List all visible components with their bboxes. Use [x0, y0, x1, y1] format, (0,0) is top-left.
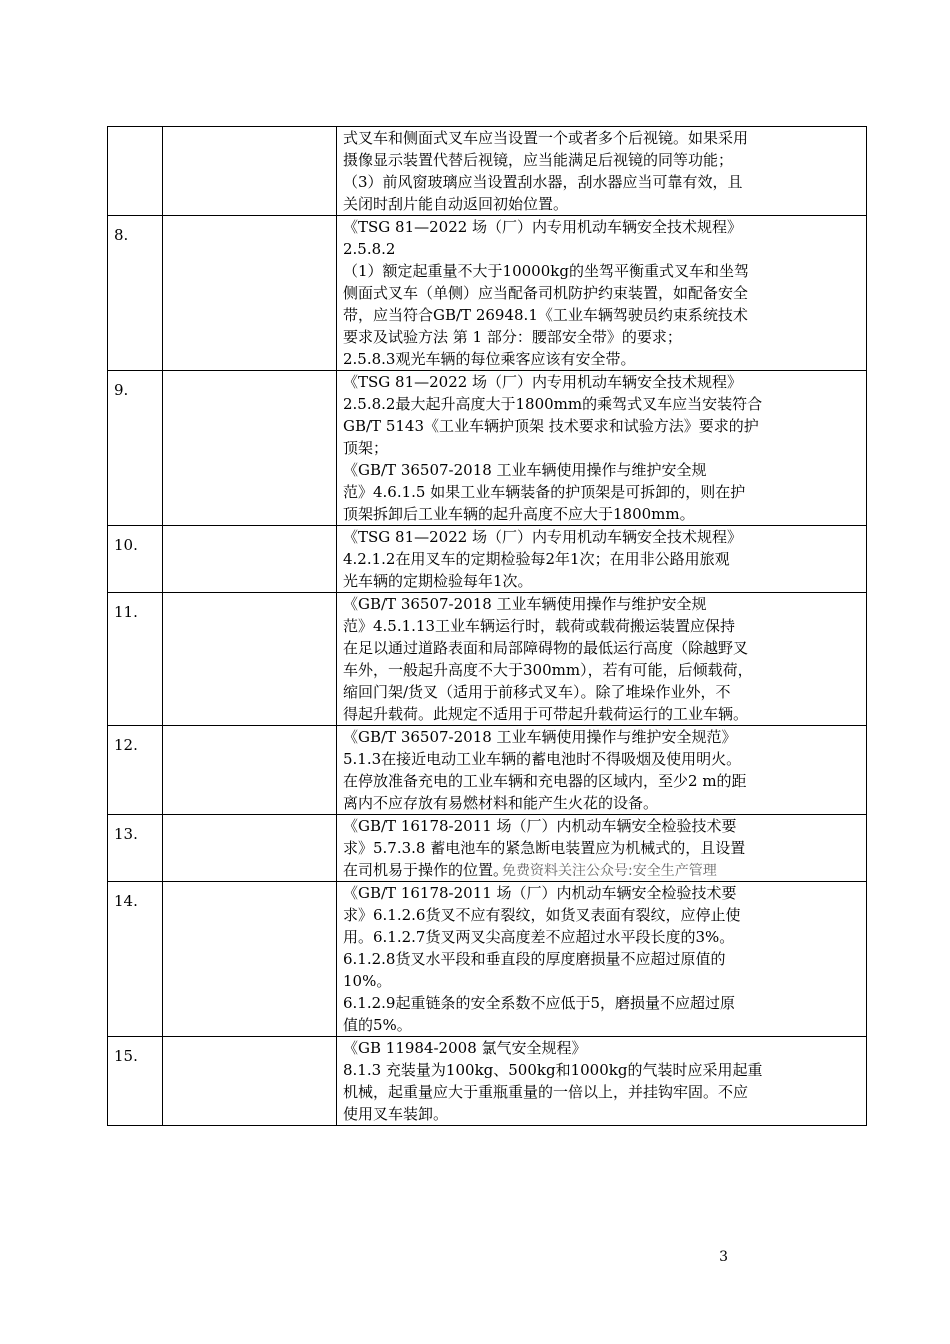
blank-cell — [163, 593, 337, 726]
content-line: （3）前风窗玻璃应当设置刮水器，刮水器应当可靠有效，且 — [343, 173, 743, 191]
table-row — [108, 216, 867, 371]
content-line: 《GB 11984-2008 氯气安全规程》 — [343, 1039, 587, 1057]
row-number: 8. — [108, 216, 163, 371]
content-line: 在司机易于操作的位置。 — [343, 861, 509, 879]
content-line: 6.1.2.8货叉水平段和垂直段的厚度磨损量不应超过原值的 — [343, 950, 726, 968]
content-line: 缩回门架/货叉（适用于前移式叉车）。除了堆垛作业外，不 — [343, 683, 731, 701]
table-row — [108, 882, 867, 1037]
content-line: 离内不应存放有易燃材料和能产生火花的设备。 — [343, 794, 659, 812]
blank-cell — [163, 216, 337, 371]
content-line: 2.5.8.2 — [343, 240, 396, 258]
content-line: 顶架拆卸后工业车辆的起升高度不应大于1800mm。 — [343, 505, 695, 523]
content-line: 式叉车和侧面式叉车应当设置一个或者多个后视镜。如果采用 — [343, 129, 749, 147]
regulation-content — [337, 593, 867, 726]
page-number: 3 — [719, 1249, 728, 1265]
row-number: 10. — [108, 526, 163, 593]
blank-cell — [163, 127, 337, 216]
content-line: 求》6.1.2.6货叉不应有裂纹，如货叉表面有裂纹，应停止使 — [343, 906, 741, 924]
regulation-table-body — [108, 127, 867, 1126]
row-number: 11. — [108, 593, 163, 726]
content-line: （1）额定起重量不大于10000kg的坐驾平衡重式叉车和坐驾 — [343, 262, 749, 280]
regulation-content — [337, 127, 867, 216]
content-line: 要求及试验方法 第 1 部分：腰部安全带》的要求； — [343, 328, 682, 346]
regulation-content — [337, 882, 867, 1037]
content-line: 范》4.6.1.5 如果工业车辆装备的护顶架是可拆卸的，则在护 — [343, 483, 746, 501]
blank-cell — [163, 526, 337, 593]
row-number — [108, 127, 163, 216]
table-row — [108, 371, 867, 526]
content-line: 值的5%。 — [343, 1016, 412, 1034]
table-row — [108, 593, 867, 726]
content-line: 侧面式叉车（单侧）应当配备司机防护约束装置，如配备安全 — [343, 284, 749, 302]
row-number: 15. — [108, 1037, 163, 1126]
content-line: 带，应当符合GB/T 26948.1《工业车辆驾驶员约束系统技术 — [343, 306, 748, 324]
content-line: 2.5.8.3观光车辆的每位乘客应该有安全带。 — [343, 350, 636, 368]
content-line: 摄像显示装置代替后视镜，应当能满足后视镜的同等功能； — [343, 151, 734, 169]
content-line: 8.1.3 充装量为100kg、500kg和1000kg的气装时应采用起重 — [343, 1061, 763, 1079]
content-line: 《GB/T 16178-2011 场（厂）内机动车辆安全检验技术要 — [343, 817, 737, 835]
table-row — [108, 526, 867, 593]
content-line: 《TSG 81—2022 场（厂）内专用机动车辆安全技术规程》 — [343, 373, 743, 391]
blank-cell — [163, 1037, 337, 1126]
watermark-text: 免费资料关注公众号:安全生产管理 — [502, 863, 717, 879]
row-number: 14. — [108, 882, 163, 1037]
content-line: 得起升载荷。此规定不适用于可带起升载荷运行的工业车辆。 — [343, 705, 749, 723]
content-line: 车外，一般起升高度不大于300mm），若有可能，后倾载荷， — [343, 661, 753, 679]
blank-cell — [163, 726, 337, 815]
content-line: 使用叉车装卸。 — [343, 1105, 449, 1123]
row-number: 13. — [108, 815, 163, 882]
table-row — [108, 1037, 867, 1126]
content-line: 《GB/T 16178-2011 场（厂）内机动车辆安全检验技术要 — [343, 884, 737, 902]
content-line: 5.1.3在接近电动工业车辆的蓄电池时不得吸烟及使用明火。 — [343, 750, 742, 768]
table-row — [108, 726, 867, 815]
content-line: 范》4.5.1.13工业车辆运行时，载荷或载荷搬运装置应保持 — [343, 617, 736, 635]
content-line: 光车辆的定期检验每年1次。 — [343, 572, 533, 590]
content-line: 关闭时刮片能自动返回初始位置。 — [343, 195, 569, 213]
row-number: 9. — [108, 371, 163, 526]
content-line: 6.1.2.9起重链条的安全系数不应低于5，磨损量不应超过原 — [343, 994, 736, 1012]
content-line: 在足以通过道路表面和局部障碍物的最低运行高度（除越野叉 — [343, 639, 749, 657]
table-row — [108, 127, 867, 216]
content-line: 《GB/T 36507-2018 工业车辆使用操作与维护安全规 — [343, 461, 707, 479]
regulation-content — [337, 726, 867, 815]
row-number: 12. — [108, 726, 163, 815]
content-line: 《GB/T 36507-2018 工业车辆使用操作与维护安全规 — [343, 595, 707, 613]
blank-cell — [163, 882, 337, 1037]
regulation-content — [337, 371, 867, 526]
regulation-content — [337, 216, 867, 371]
content-line: 顶架； — [343, 439, 389, 457]
blank-cell — [163, 371, 337, 526]
regulation-content — [337, 1037, 867, 1126]
content-line: 《GB/T 36507-2018 工业车辆使用操作与维护安全规范》 — [343, 728, 737, 746]
content-line: 用。6.1.2.7货叉两叉尖高度差不应超过水平段长度的3%。 — [343, 928, 735, 946]
table-row — [108, 815, 867, 882]
content-line: 4.2.1.2在用叉车的定期检验每2年1次；在用非公路用旅观 — [343, 550, 730, 568]
regulation-table — [107, 126, 867, 1126]
content-line: 在停放准备充电的工业车辆和充电器的区域内，至少2 m的距 — [343, 772, 747, 790]
content-line: 《TSG 81—2022 场（厂）内专用机动车辆安全技术规程》 — [343, 218, 743, 236]
blank-cell — [163, 815, 337, 882]
content-line: 10%。 — [343, 972, 392, 990]
content-line: GB/T 5143《工业车辆护顶架 技术要求和试验方法》要求的护 — [343, 417, 759, 435]
content-line: 求》5.7.3.8 蓄电池车的紧急断电装置应为机械式的，且设置 — [343, 839, 746, 857]
regulation-content — [337, 526, 867, 593]
content-line: 2.5.8.2最大起升高度大于1800mm的乘驾式叉车应当安装符合 — [343, 395, 763, 413]
content-line: 机械，起重量应大于重瓶重量的一倍以上，并挂钩牢固。不应 — [343, 1083, 749, 1101]
content-line: 《TSG 81—2022 场（厂）内专用机动车辆安全技术规程》 — [343, 528, 743, 546]
